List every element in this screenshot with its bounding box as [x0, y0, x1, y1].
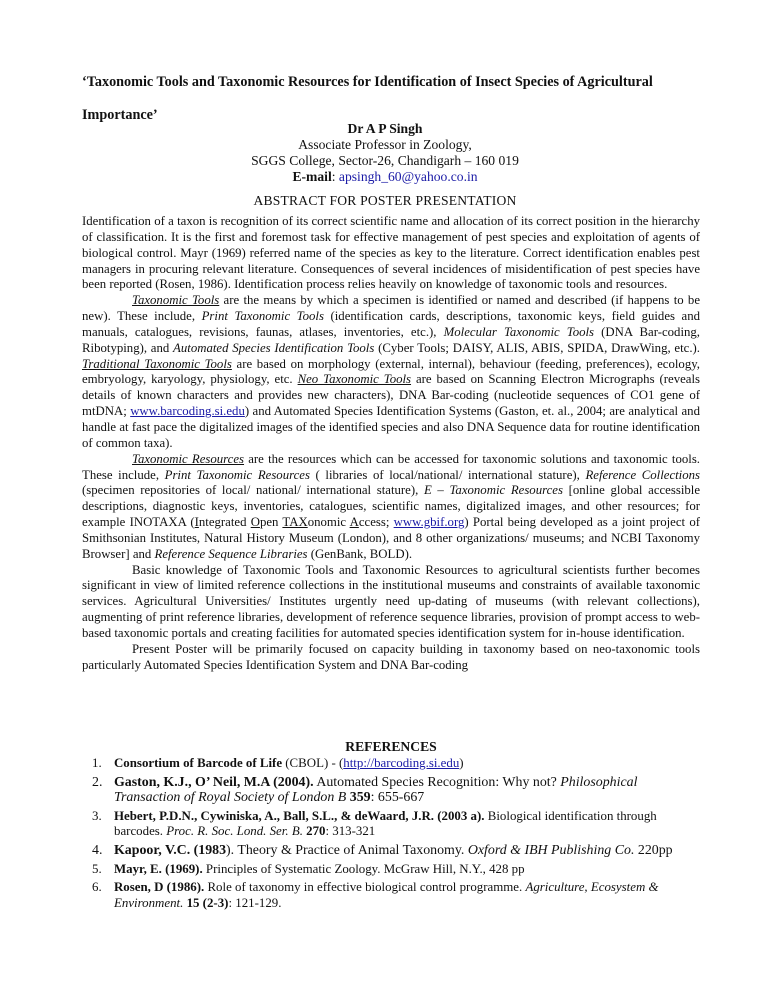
reference-number: 3.: [92, 808, 102, 823]
reference-item: [82, 880, 702, 911]
abstract-paragraph-2: [82, 293, 700, 451]
reference-text: : 655-667: [370, 790, 425, 806]
reference-text: Role of taxonomy in effective biological control programme.: [204, 880, 526, 895]
reference-text: 220pp: [634, 842, 673, 858]
text-span: (identification cards, descriptions, taxonomic keys, field guides and manuals, catalogues, revisions, faunas, atlases, inventories, etc.),: [82, 309, 700, 339]
reference-text: : 121-129.: [228, 895, 282, 910]
email-link[interactable]: apsingh_60@yahoo.co.in: [338, 169, 478, 184]
reference-text: ): [459, 756, 464, 770]
text-span: pen: [259, 515, 283, 530]
reference-number: 1.: [92, 756, 102, 770]
abstract-paragraph-3: [82, 452, 700, 563]
term-reference-sequence-libraries: Reference Sequence Libraries: [154, 546, 308, 561]
reference-text: ). Theory & Practice of Animal Taxonomy.: [226, 842, 468, 858]
term-automated-species-identification-tools: Automated Species Identification Tools: [173, 340, 375, 355]
acronym-letter: I: [194, 515, 199, 530]
reference-volume: 15 (2-3): [183, 895, 229, 910]
term-e-taxonomic-resources: E – Taxonomic Resources: [423, 483, 563, 498]
abstract-body: [82, 214, 700, 673]
reference-text: (CBOL) - (: [282, 756, 344, 770]
reference-journal: Proc. R. Soc. Lond. Ser. B.: [166, 824, 303, 839]
acronym-letter: O: [250, 515, 260, 530]
text-span: ( libraries of local/national/ international stature),: [309, 467, 586, 482]
term-traditional-taxonomic-tools: Traditional Taxonomic Tools: [82, 356, 232, 371]
abstract-paragraph-1: Identification of a taxon is recognition of its correct scientific name and allocation of its correct position in the hierarchy of classification. It is the first and foremost task for effective management of pest species and exploitation of agents of biological control. Mayr (1969) referred name of the species as key to the literature. Correct identification enables pest managers in procuring relevant literature. Consequences of several incidences of misidentification of pest species have been reported (Rosen, 1986). Identification process relies heavily on knowledge of taxonomic tools and resources.: [82, 214, 700, 292]
reference-text: Automated Species Recognition: Why not?: [313, 774, 561, 790]
text-span: (DNA Bar-coding, Ribotyping), and: [82, 324, 701, 355]
text-span: are the means by which a specimen is identified or named and described (if happens to be new). These include,: [82, 293, 701, 324]
paper-title: ‘Taxonomic Tools and Taxonomic Resources for Identification of Insect Species of Agricultural Importance’: [82, 74, 653, 123]
author-address: SGGS College, Sector-26, Chandigarh – 160 019: [251, 153, 519, 168]
text-span: onomic: [307, 515, 350, 530]
reference-author: Kapoor, V.C. (1983: [114, 842, 227, 858]
term-print-taxonomic-resources: Print Taxonomic Resources: [164, 467, 310, 482]
text-span: (Cyber Tools; DAISY, ALIS, ABIS, SPIDA, DrawWing, etc.).: [374, 340, 700, 355]
abstract-paragraph-4: Basic knowledge of Taxonomic Tools and Taxonomic Resources to agricultural scientists further becomes significant in view of limited reference collections in the institutional museums and constraints of available taxonomic services. Agricultural Universities/ Institutes urgently need up-dating of museums (with relevant collections), augmenting of print reference libraries, development of reference sequence libraries, provision of prompt access to web-based taxonomic portals and creating facilities for automated species identification system for in-house identification.: [82, 562, 700, 640]
barcoding-link[interactable]: www.barcoding.si.edu: [130, 404, 245, 419]
references-list: [82, 756, 702, 914]
reference-text: a).: [467, 808, 485, 823]
text-span: are the resources which can be accessed for taxonomic solutions and taxonomic tools. These include,: [82, 451, 700, 482]
reference-text: Biological identification through barcodes.: [114, 808, 657, 839]
abstract-paragraph-5: Present Poster will be primarily focused on capacity building in taxonomy based on neo-taxonomic tools particularly Automated Species Identification System and DNA Bar-coding: [82, 641, 700, 672]
reference-item: [82, 775, 702, 806]
reference-author: Gaston, K.J., O’ Neil, M.A (2004).: [114, 774, 314, 790]
term-taxonomic-resources: Taxonomic Resources: [132, 451, 245, 466]
acronym-letter: A: [349, 515, 359, 530]
term-molecular-taxonomic-tools: Molecular Taxonomic Tools: [443, 324, 595, 339]
cbol-link[interactable]: http://barcoding.si.edu: [343, 756, 460, 770]
author-name: Dr A P Singh: [347, 121, 423, 136]
text-span: ntegrated: [198, 515, 251, 530]
reference-item: [82, 756, 702, 772]
reference-number: 6.: [92, 880, 102, 895]
text-span: [online global accessible descriptions, diagnostic keys, inventories, catalogues, scientific names, digitalized images, and other resources; for example INOTAXA (: [82, 483, 701, 530]
reference-publisher: Oxford & IBH Publishing Co.: [467, 842, 635, 858]
term-reference-collections: Reference Collections: [585, 467, 701, 482]
reference-text: : 313-321: [325, 824, 376, 839]
text-span: are based on Scanning Electron Micrographs (reveals details of known characters and provides new characters), DNA Bar-coding (nucleotide sequences of CO1 gene of mtDNA;: [82, 372, 700, 419]
gbif-link[interactable]: www.gbif.org: [393, 515, 465, 530]
reference-journal: Agriculture, Ecosystem & Environment.: [114, 880, 659, 910]
author-position: Associate Professor in Zoology,: [298, 137, 472, 152]
reference-item: [82, 809, 702, 840]
text-span: are based on morphology (external, internal), behaviour (feeding, preferences), ecology, embryology, karyology, physiology, etc.: [82, 356, 700, 387]
reference-volume: 270: [302, 824, 326, 839]
text-span: ) Portal being developed as a joint project of Smithsonian Institutes, Natural History Museum (London), and 8 other organizations/ museums; and NCBI Taxonomy Browser] and: [82, 515, 700, 561]
text-span: (specimen repositories of local/ national/ international stature),: [82, 483, 424, 498]
reference-volume: 359: [349, 790, 371, 806]
text-span: (GenBank, BOLD).: [307, 546, 413, 561]
text-span: ccess;: [358, 515, 394, 530]
author-email-line: E-mail: apsingh_60@yahoo.co.in: [292, 169, 478, 184]
term-neo-taxonomic-tools: Neo Taxonomic Tools: [297, 372, 412, 387]
reference-number: 5.: [92, 861, 102, 876]
references-heading: REFERENCES: [345, 739, 437, 754]
email-label: E-mail: [292, 169, 332, 184]
text-span: ) and Automated Species Identification Systems (Gaston, et. al., 2004; are analytical and handle at fast pace the digitalized images of the identified species and also DNA Sequence data for routine identification of common taxa).: [82, 404, 700, 450]
reference-number: 2.: [92, 774, 103, 790]
acronym-letter: TAX: [282, 515, 308, 530]
reference-item: [82, 862, 702, 878]
reference-item: [82, 843, 702, 859]
term-print-taxonomic-tools: Print Taxonomic Tools: [201, 309, 324, 324]
term-taxonomic-tools: Taxonomic Tools: [132, 293, 220, 308]
reference-author: Consortium of Barcode of Life: [114, 756, 283, 770]
reference-journal: Philosophical Transaction of Royal Society of London B: [114, 774, 638, 806]
reference-text: Principles of Systematic Zoology. McGraw Hill, N.Y., 428 pp: [202, 861, 525, 876]
abstract-heading: ABSTRACT FOR POSTER PRESENTATION: [253, 193, 517, 208]
reference-number: 4.: [92, 842, 103, 858]
reference-author: Mayr, E. (1969).: [114, 861, 203, 876]
reference-author: Rosen, D (1986).: [114, 880, 205, 895]
reference-author: Hebert, P.D.N., Cywiniska, A., Ball, S.L., & deWaard, J.R. (2003: [114, 808, 468, 823]
